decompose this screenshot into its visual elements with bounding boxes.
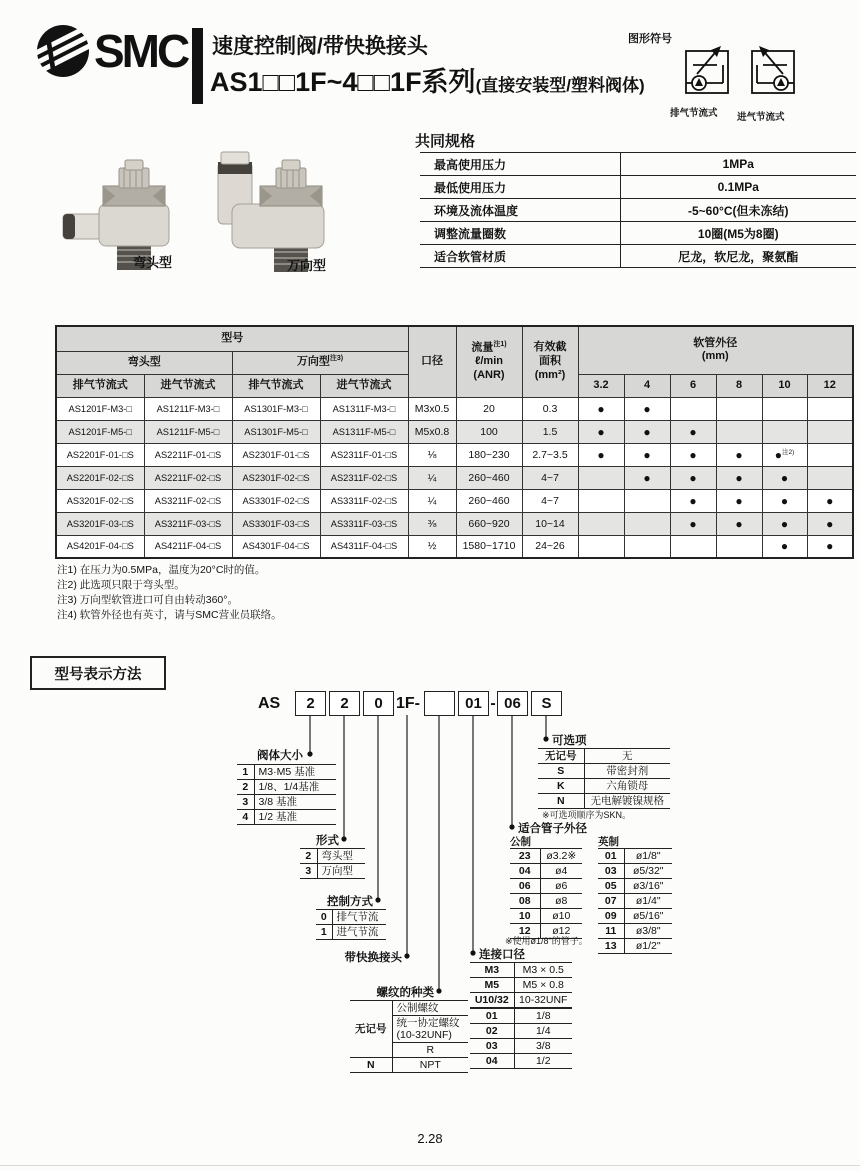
header-divider bbox=[192, 28, 203, 104]
port-cell: ¼ bbox=[408, 466, 456, 489]
code-cell: 4 bbox=[237, 810, 254, 825]
code-cell: 11 bbox=[598, 924, 624, 939]
options-label: 可选项 bbox=[552, 735, 587, 747]
port-cell: ½ bbox=[408, 535, 456, 558]
code-cell: 无记号 bbox=[350, 1001, 392, 1058]
dot-cell: ● bbox=[762, 535, 807, 558]
dot-cell: ● bbox=[670, 420, 716, 443]
code-cell: M5 bbox=[470, 978, 514, 993]
area-cell: 2.7~3.5 bbox=[522, 443, 578, 466]
dot-cell: ● bbox=[670, 443, 716, 466]
tube-od-label: 适合管子外径 bbox=[518, 823, 587, 835]
desc-cell: 六角锁母 bbox=[584, 779, 670, 794]
body-size-table bbox=[237, 764, 336, 825]
desc-cell: 公制螺纹 bbox=[392, 1001, 468, 1016]
desc-cell: NPT bbox=[392, 1058, 468, 1073]
dot-cell: ● bbox=[670, 489, 716, 512]
code-cell: 23 bbox=[510, 849, 540, 864]
exhaust-symbol-caption: 排气节流式 bbox=[670, 108, 718, 119]
spec-row bbox=[420, 176, 856, 199]
dot-cell bbox=[578, 535, 624, 558]
metric-label: 公制 bbox=[510, 836, 531, 848]
desc-cell: ø5/16" bbox=[624, 909, 672, 924]
code-cell: 01 bbox=[470, 1008, 514, 1024]
dot-cell: ● bbox=[624, 466, 670, 489]
code-cell: 1 bbox=[237, 765, 254, 780]
table-row bbox=[56, 443, 853, 466]
code-cell: 06 bbox=[510, 879, 540, 894]
desc-cell: 万向型 bbox=[317, 864, 365, 879]
code-cell: 07 bbox=[598, 894, 624, 909]
model-cell: AS3211F-03-□S bbox=[144, 512, 232, 535]
tube-od-header: 软管外径 (mm) bbox=[578, 326, 853, 374]
spec-label: 环境及流体温度 bbox=[420, 199, 620, 222]
desc-cell: ø1/8" bbox=[624, 849, 672, 864]
dot-cell bbox=[624, 512, 670, 535]
model-cell: AS2311F-02-□S bbox=[320, 466, 408, 489]
code-cell: M3 bbox=[470, 963, 514, 978]
flow-cell: 100 bbox=[456, 420, 522, 443]
code-cell: 12 bbox=[510, 924, 540, 939]
dot-cell bbox=[578, 512, 624, 535]
options-table bbox=[538, 748, 670, 809]
area-header: 有效截 面积 (mm²) bbox=[522, 326, 578, 397]
dot-cell: ● bbox=[578, 397, 624, 420]
code-cell: 10 bbox=[510, 909, 540, 924]
code-cell: 09 bbox=[598, 909, 624, 924]
model-cell: AS4301F-04-□S bbox=[232, 535, 320, 558]
desc-cell: M5 × 0.8 bbox=[514, 978, 572, 993]
model-cell: AS3311F-02-□S bbox=[320, 489, 408, 512]
size-header: 6 bbox=[670, 374, 716, 397]
exhaust-throttle-symbol bbox=[681, 38, 737, 107]
exhaust-throttle-symbol-icon bbox=[681, 38, 737, 102]
model-cell: AS1201F-M5-□ bbox=[56, 420, 144, 443]
dot-cell: ● bbox=[670, 512, 716, 535]
code-cell: 13 bbox=[598, 939, 624, 954]
desc-cell: 10-32UNF bbox=[514, 993, 572, 1009]
intake-symbol-caption: 进气节流式 bbox=[737, 112, 785, 123]
code-cell: 08 bbox=[510, 894, 540, 909]
dot-cell: ● bbox=[624, 443, 670, 466]
dot-cell: ● bbox=[716, 512, 762, 535]
common-specs-table bbox=[420, 152, 856, 268]
universal-header: 万向型$^{注3)}$ bbox=[232, 351, 408, 374]
spec-value: 1MPa bbox=[620, 153, 856, 176]
desc-cell: ø8 bbox=[540, 894, 582, 909]
desc-cell: ø5/32" bbox=[624, 864, 672, 879]
dot-cell: ● bbox=[807, 535, 853, 558]
table-row bbox=[56, 397, 853, 420]
desc-cell: 无电解镀镍规格 bbox=[584, 794, 670, 809]
code-cell: 04 bbox=[470, 1054, 514, 1069]
code-cell: 3 bbox=[237, 795, 254, 810]
model-cell: AS3201F-02-□S bbox=[56, 489, 144, 512]
pn-box-tube-od: 06 bbox=[497, 691, 528, 716]
inch-label: 英制 bbox=[598, 836, 619, 848]
model-cell: AS1311F-M5-□ bbox=[320, 420, 408, 443]
desc-cell: 1/4 bbox=[514, 1024, 572, 1039]
page-title: 速度控制阀/带快换接头 bbox=[212, 35, 428, 58]
size-header: 10 bbox=[762, 374, 807, 397]
flow-cell: 180~230 bbox=[456, 443, 522, 466]
desc-cell: 进气节流 bbox=[332, 925, 386, 940]
dot-cell bbox=[807, 397, 853, 420]
control-label: 控制方式 bbox=[327, 896, 373, 908]
graphic-symbol-label: 图形符号 bbox=[628, 33, 672, 45]
spec-value: 尼龙，软尼龙，聚氨酯 bbox=[620, 245, 856, 268]
body-size-label: 阀体大小 bbox=[257, 750, 303, 762]
exhaust-header: 排气节流式 bbox=[56, 374, 144, 397]
spec-row bbox=[420, 245, 856, 268]
area-cell: 4~7 bbox=[522, 466, 578, 489]
code-cell: U10/32 bbox=[470, 993, 514, 1009]
footnote: 注3) 万向型软管进口可自由转动360°。 bbox=[57, 594, 238, 606]
page-number: 2.28 bbox=[417, 1131, 443, 1146]
flow-cell: 1580~1710 bbox=[456, 535, 522, 558]
desc-cell: 统一协定螺纹 (10-32UNF) bbox=[392, 1016, 468, 1043]
area-cell: 0.3 bbox=[522, 397, 578, 420]
pn-fitting-code: 1F- bbox=[396, 694, 420, 712]
pn-box-port-size: 01 bbox=[458, 691, 489, 716]
spec-row bbox=[420, 199, 856, 222]
table-row bbox=[56, 466, 853, 489]
dot-cell: ● bbox=[716, 443, 762, 466]
flow-cell: 660~920 bbox=[456, 512, 522, 535]
model-cell: AS3301F-02-□S bbox=[232, 489, 320, 512]
pn-box-body-size: 2 bbox=[295, 691, 326, 716]
code-cell: 05 bbox=[598, 879, 624, 894]
dot-note-superscript: 注2) bbox=[781, 448, 795, 456]
dot-cell: ● bbox=[762, 489, 807, 512]
flow-header: 流量$^{注1)}$ ℓ/min (ANR) bbox=[456, 326, 522, 397]
table-row bbox=[56, 512, 853, 535]
code-cell: N bbox=[350, 1058, 392, 1073]
model-cell: AS2311F-01-□S bbox=[320, 443, 408, 466]
dot-cell: ● bbox=[578, 420, 624, 443]
area-cell: 24~26 bbox=[522, 535, 578, 558]
model-cell: AS1201F-M3-□ bbox=[56, 397, 144, 420]
dot-cell bbox=[624, 489, 670, 512]
intake-header: 进气节流式 bbox=[320, 374, 408, 397]
dot-cell bbox=[624, 535, 670, 558]
dot-cell: ● bbox=[578, 443, 624, 466]
model-cell: AS1301F-M5-□ bbox=[232, 420, 320, 443]
form-label: 形式 bbox=[316, 835, 339, 847]
dot-cell: ● bbox=[807, 512, 853, 535]
dot-cell bbox=[670, 397, 716, 420]
desc-cell: 1/8 bbox=[514, 1008, 572, 1024]
dot-cell: ● bbox=[716, 466, 762, 489]
dot-cell bbox=[807, 420, 853, 443]
table-row bbox=[56, 489, 853, 512]
common-specs-title: 共同规格 bbox=[415, 133, 476, 150]
quick-fitting-label: 带快换接头 bbox=[344, 952, 402, 964]
dot-cell bbox=[578, 489, 624, 512]
spec-label: 调整流量圈数 bbox=[420, 222, 620, 245]
elbow-type-photo bbox=[55, 156, 205, 274]
spec-value: 10圈(M5为8圈) bbox=[620, 222, 856, 245]
metric-note: ※使用ø1/8"的管子。 bbox=[505, 936, 588, 946]
page-bottom-rule bbox=[0, 1165, 860, 1166]
port-cell: M3x0.5 bbox=[408, 397, 456, 420]
spec-label: 最低使用压力 bbox=[420, 176, 620, 199]
desc-cell: 1/2 基准 bbox=[254, 810, 336, 825]
dot-cell bbox=[716, 420, 762, 443]
desc-cell: ø12 bbox=[540, 924, 582, 939]
size-header: 4 bbox=[624, 374, 670, 397]
pn-box-control: 0 bbox=[363, 691, 394, 716]
model-cell: AS2301F-02-□S bbox=[232, 466, 320, 489]
series-name: AS1□□1F~4□□1F系列 bbox=[210, 67, 476, 97]
code-cell: 04 bbox=[510, 864, 540, 879]
desc-cell: 3/8 基准 bbox=[254, 795, 336, 810]
footnote: 注1) 在压力为0.5MPa，温度为20°C时的值。 bbox=[57, 564, 266, 576]
port-cell: M5x0.8 bbox=[408, 420, 456, 443]
area-cell: 10~14 bbox=[522, 512, 578, 535]
elbow-photo-caption: 弯头型 bbox=[133, 255, 173, 270]
area-cell: 1.5 bbox=[522, 420, 578, 443]
desc-cell: ø4 bbox=[540, 864, 582, 879]
spec-value: 0.1MPa bbox=[620, 176, 856, 199]
brand-text: SMC bbox=[94, 25, 188, 77]
desc-cell: 带密封剂 bbox=[584, 764, 670, 779]
desc-cell: M3 × 0.5 bbox=[514, 963, 572, 978]
spec-row bbox=[420, 222, 856, 245]
code-cell: 0 bbox=[316, 910, 332, 925]
desc-cell: ø1/4" bbox=[624, 894, 672, 909]
desc-cell: 3/8 bbox=[514, 1039, 572, 1054]
model-cell: AS4211F-04-□S bbox=[144, 535, 232, 558]
code-cell: 03 bbox=[598, 864, 624, 879]
dot-cell: ● bbox=[624, 397, 670, 420]
model-cell: AS1301F-M3-□ bbox=[232, 397, 320, 420]
size-header: 12 bbox=[807, 374, 853, 397]
dot-cell: ● bbox=[807, 489, 853, 512]
dot-cell: ● bbox=[624, 420, 670, 443]
spec-label: 适合软管材质 bbox=[420, 245, 620, 268]
dot-cell bbox=[807, 443, 853, 466]
tube-od-inch-table bbox=[598, 848, 672, 954]
footnote: 注4) 软管外径也有英寸，请与SMC营业员联络。 bbox=[57, 609, 282, 621]
model-header: 型号 bbox=[56, 326, 408, 351]
desc-cell: R bbox=[392, 1043, 468, 1058]
model-cell: AS3311F-03-□S bbox=[320, 512, 408, 535]
area-cell: 4~7 bbox=[522, 489, 578, 512]
desc-cell: ø6 bbox=[540, 879, 582, 894]
model-cell: AS4311F-04-□S bbox=[320, 535, 408, 558]
code-cell: N bbox=[538, 794, 584, 809]
intake-throttle-symbol bbox=[743, 38, 799, 107]
dot-cell: ● bbox=[670, 466, 716, 489]
dot-cell: ● bbox=[716, 489, 762, 512]
model-cell: AS4201F-04-□S bbox=[56, 535, 144, 558]
desc-cell: ø1/2" bbox=[624, 939, 672, 954]
desc-cell: 1/8、1/4基准 bbox=[254, 780, 336, 795]
port-size-table bbox=[470, 962, 572, 1069]
model-cell: AS3211F-02-□S bbox=[144, 489, 232, 512]
tube-od-metric-table bbox=[510, 848, 582, 939]
code-cell: K bbox=[538, 779, 584, 794]
pn-box-thread bbox=[424, 691, 455, 716]
code-cell: 1 bbox=[316, 925, 332, 940]
size-header: 3.2 bbox=[578, 374, 624, 397]
part-number-row bbox=[258, 691, 562, 716]
control-table bbox=[316, 909, 386, 940]
desc-cell: ø3/8" bbox=[624, 924, 672, 939]
code-cell: 2 bbox=[300, 849, 317, 864]
series-title bbox=[210, 60, 645, 99]
footnote: 注2) 此选项只限于弯头型。 bbox=[57, 579, 185, 591]
options-note: ※可选项顺序为SKN。 bbox=[542, 810, 632, 820]
intake-throttle-symbol-icon bbox=[743, 38, 799, 102]
form-table bbox=[300, 848, 365, 879]
model-cell: AS3301F-03-□S bbox=[232, 512, 320, 535]
code-cell: 02 bbox=[470, 1024, 514, 1039]
footnotes bbox=[57, 563, 282, 623]
desc-cell: 弯头型 bbox=[317, 849, 365, 864]
dot-cell bbox=[762, 420, 807, 443]
universal-photo-caption: 万向型 bbox=[287, 258, 327, 273]
dot-cell bbox=[716, 397, 762, 420]
series-subtitle: (直接安装型/塑料阀体) bbox=[475, 76, 645, 95]
spec-value: -5~60°C(但未冻结) bbox=[620, 199, 856, 222]
model-cell: AS2211F-02-□S bbox=[144, 466, 232, 489]
port-cell: ⅜ bbox=[408, 512, 456, 535]
model-cell: AS3201F-03-□S bbox=[56, 512, 144, 535]
desc-cell: 1/2 bbox=[514, 1054, 572, 1069]
desc-cell: M3·M5 基准 bbox=[254, 765, 336, 780]
model-cell: AS1211F-M3-□ bbox=[144, 397, 232, 420]
table-row bbox=[56, 535, 853, 558]
smc-logo bbox=[36, 24, 187, 78]
model-indication-title-box: 型号表示方法 bbox=[30, 656, 166, 690]
elbow-header: 弯头型 bbox=[56, 351, 232, 374]
desc-cell: ø10 bbox=[540, 909, 582, 924]
model-cell: AS1211F-M5-□ bbox=[144, 420, 232, 443]
spec-row bbox=[420, 153, 856, 176]
model-cell: AS2201F-01-□S bbox=[56, 443, 144, 466]
port-cell: ¼ bbox=[408, 489, 456, 512]
port-cell: ⅛ bbox=[408, 443, 456, 466]
code-cell: 3 bbox=[300, 864, 317, 879]
model-cell: AS2211F-01-□S bbox=[144, 443, 232, 466]
table-row bbox=[56, 420, 853, 443]
model-cell: AS2301F-01-□S bbox=[232, 443, 320, 466]
dot-cell bbox=[670, 535, 716, 558]
dot-cell bbox=[716, 535, 762, 558]
pn-dash: - bbox=[490, 694, 496, 712]
dot-cell bbox=[807, 466, 853, 489]
flow-cell: 260~460 bbox=[456, 489, 522, 512]
code-cell: 2 bbox=[237, 780, 254, 795]
code-cell: 01 bbox=[598, 849, 624, 864]
desc-cell: ø3/16" bbox=[624, 879, 672, 894]
model-table bbox=[55, 325, 854, 559]
dot-cell bbox=[762, 397, 807, 420]
intake-header: 进气节流式 bbox=[144, 374, 232, 397]
model-cell: AS1311F-M3-□ bbox=[320, 397, 408, 420]
flow-cell: 260~460 bbox=[456, 466, 522, 489]
code-cell: 03 bbox=[470, 1039, 514, 1054]
code-cell: 无记号 bbox=[538, 749, 584, 764]
dot-cell bbox=[578, 466, 624, 489]
port-size-label: 连接口径 bbox=[479, 949, 525, 961]
smc-emblem-icon bbox=[36, 24, 90, 78]
thread-type-label: 螺纹的种类 bbox=[376, 987, 434, 999]
dot-cell: ● bbox=[762, 466, 807, 489]
table-header-row bbox=[56, 326, 853, 351]
spec-label: 最高使用压力 bbox=[420, 153, 620, 176]
desc-cell: ø3.2※ bbox=[540, 849, 582, 864]
exhaust-header: 排气节流式 bbox=[232, 374, 320, 397]
pn-prefix: AS bbox=[258, 694, 281, 712]
model-cell: AS2201F-02-□S bbox=[56, 466, 144, 489]
pn-box-form: 2 bbox=[329, 691, 360, 716]
pn-box-option: S bbox=[531, 691, 562, 716]
desc-cell: 排气节流 bbox=[332, 910, 386, 925]
desc-cell: 无 bbox=[584, 749, 670, 764]
dot-cell: ●$^{注2)}$ bbox=[762, 443, 807, 466]
dot-cell: ● bbox=[762, 512, 807, 535]
port-header: 口径 bbox=[408, 326, 456, 397]
size-header: 8 bbox=[716, 374, 762, 397]
flow-cell: 20 bbox=[456, 397, 522, 420]
thread-type-table bbox=[350, 1000, 468, 1073]
code-cell: S bbox=[538, 764, 584, 779]
